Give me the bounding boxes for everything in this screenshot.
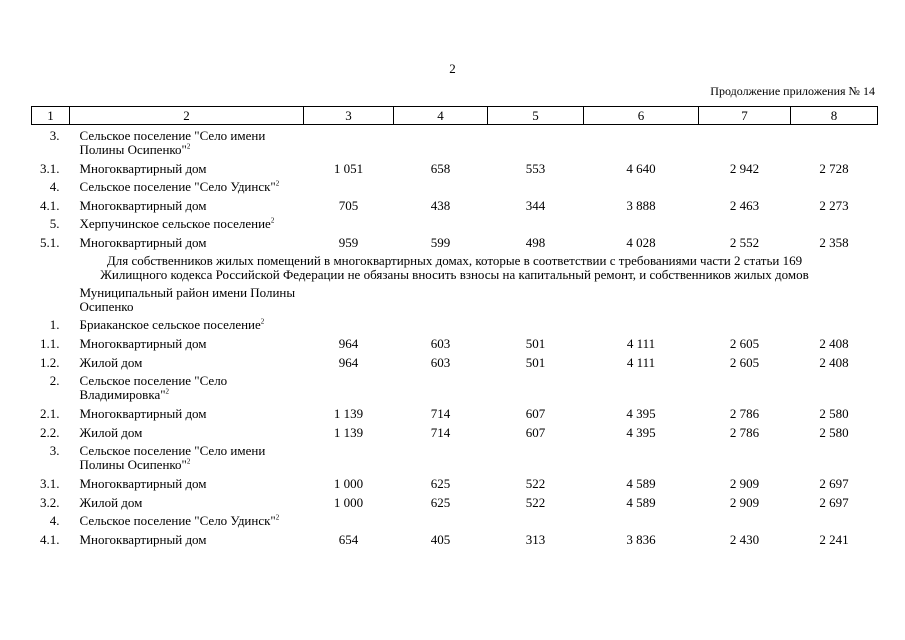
row-name: Жилой дом — [79, 495, 143, 510]
row-number: 3.1. — [40, 161, 60, 176]
group-row — [32, 125, 878, 158]
column-header: 3 — [304, 107, 394, 125]
table-row — [32, 194, 878, 213]
value-cell: 959 — [338, 235, 359, 250]
value-cell: 964 — [338, 336, 359, 351]
value-cell: 599 — [430, 235, 451, 250]
row-name: Бриаканское сельское поселение — [79, 317, 261, 332]
row-name-cell — [70, 125, 304, 158]
note-row — [32, 250, 878, 282]
empty-cell — [304, 440, 878, 472]
row-name-cell — [70, 332, 304, 351]
row-name: Муниципальный район имени Полины Осипенко — [79, 285, 296, 314]
value-cell: 2 273 — [819, 198, 849, 213]
note-line: Жилищного кодекса Российской Федерации не обязаны вносить взносы на капитальный ремонт, и собственников жилых домов — [100, 267, 809, 282]
value-cell: 714 — [430, 406, 451, 421]
row-name: Херпучинское сельское поселение — [79, 216, 271, 231]
value-cell: 2 241 — [819, 532, 849, 547]
column-header: 4 — [394, 107, 488, 125]
value-cell: 2 786 — [729, 406, 760, 421]
value-cell: 964 — [338, 355, 359, 370]
value-cell: 4 589 — [626, 495, 656, 510]
value-cell: 625 — [430, 476, 451, 491]
row-number: 3. — [49, 128, 60, 143]
value-cell: 2 430 — [729, 532, 760, 547]
footnote-mark: 2 — [270, 216, 275, 225]
table-row — [32, 402, 878, 421]
row-name: Многоквартирный дом — [79, 336, 207, 351]
table-row — [32, 528, 878, 547]
row-name-cell — [70, 491, 304, 510]
value-cell: 1 139 — [333, 425, 364, 440]
row-name-cell — [70, 194, 304, 213]
table-row — [32, 421, 878, 440]
row-number: 4.1. — [40, 532, 60, 547]
value-cell: 658 — [430, 161, 451, 176]
empty-cell — [304, 176, 878, 194]
value-cell: 603 — [430, 336, 451, 351]
value-cell: 2 728 — [819, 161, 849, 176]
row-number: 1.2. — [40, 355, 60, 370]
footnote-mark: 2 — [275, 179, 280, 188]
row-number: 3.2. — [40, 495, 60, 510]
row-name-cell — [70, 157, 304, 176]
row-number: 2.1. — [40, 406, 60, 421]
footnote-mark: 2 — [186, 457, 191, 466]
row-name-cell — [70, 370, 304, 402]
value-cell: 2 942 — [729, 161, 760, 176]
row-name-cell — [70, 421, 304, 440]
column-header: 7 — [699, 107, 791, 125]
value-cell: 2 786 — [729, 425, 760, 440]
value-cell: 2 605 — [729, 355, 760, 370]
row-name-cell — [70, 528, 304, 547]
row-name: Жилой дом — [79, 355, 143, 370]
empty-cell — [304, 510, 878, 528]
group-row — [32, 176, 878, 194]
value-cell: 2 552 — [729, 235, 760, 250]
value-cell: 2 697 — [819, 495, 849, 510]
value-cell: 4 395 — [626, 425, 656, 440]
empty-cell — [304, 282, 878, 314]
table-body — [32, 107, 878, 548]
row-number: 1.1. — [40, 336, 60, 351]
value-cell: 1 000 — [333, 495, 364, 510]
row-name-cell — [70, 231, 304, 250]
value-cell: 1 051 — [333, 161, 364, 176]
footnote-mark: 2 — [186, 142, 191, 151]
footnote-mark: 2 — [275, 513, 280, 522]
value-cell: 4 111 — [626, 336, 656, 351]
row-name: Сельское поселение "Село имени Полины Осипенко" — [79, 128, 266, 157]
group-row — [32, 370, 878, 402]
empty-cell — [304, 314, 878, 332]
empty-cell — [304, 213, 878, 231]
value-cell: 607 — [525, 425, 546, 440]
value-cell: 3 836 — [626, 532, 656, 547]
value-cell: 625 — [430, 495, 451, 510]
value-cell: 553 — [525, 161, 546, 176]
value-cell: 714 — [430, 425, 451, 440]
empty-cell — [304, 370, 878, 402]
row-name-cell — [70, 213, 304, 231]
row-name: Сельское поселение "Село Удинск" — [79, 179, 276, 194]
group-row — [32, 510, 878, 528]
value-cell: 4 640 — [626, 161, 656, 176]
column-header: 1 — [32, 107, 70, 125]
row-number: 4. — [49, 513, 60, 528]
row-name: Многоквартирный дом — [79, 161, 207, 176]
value-cell: 603 — [430, 355, 451, 370]
column-header: 6 — [584, 107, 699, 125]
group-row — [32, 314, 878, 332]
value-cell: 2 408 — [819, 355, 849, 370]
value-cell: 522 — [525, 476, 546, 491]
value-cell: 438 — [430, 198, 451, 213]
group-row — [32, 282, 878, 314]
value-cell: 2 697 — [819, 476, 849, 491]
table-row — [32, 231, 878, 250]
value-cell: 2 463 — [729, 198, 760, 213]
value-cell: 607 — [525, 406, 546, 421]
group-row — [32, 213, 878, 231]
row-number: 1. — [49, 317, 60, 332]
row-name-cell — [70, 176, 304, 194]
value-cell: 2 909 — [729, 495, 760, 510]
row-name-cell — [70, 402, 304, 421]
column-header: 2 — [70, 107, 304, 125]
row-name: Многоквартирный дом — [79, 235, 207, 250]
value-cell: 4 395 — [626, 406, 656, 421]
note-text — [32, 250, 878, 282]
row-number: 3. — [49, 443, 60, 458]
table-row — [32, 351, 878, 370]
row-number: 2. — [49, 373, 60, 388]
row-number: 4.1. — [40, 198, 60, 213]
row-number: 3.1. — [40, 476, 60, 491]
value-cell: 2 605 — [729, 336, 760, 351]
value-cell: 4 589 — [626, 476, 656, 491]
value-cell: 313 — [525, 532, 546, 547]
table-row — [32, 472, 878, 491]
tariff-table — [31, 106, 878, 547]
row-name: Многоквартирный дом — [79, 532, 207, 547]
row-name-cell — [70, 282, 304, 314]
value-cell: 2 909 — [729, 476, 760, 491]
value-cell: 2 580 — [819, 425, 849, 440]
table-row — [32, 332, 878, 351]
row-name: Многоквартирный дом — [79, 198, 207, 213]
row-number: 5.1. — [40, 235, 60, 250]
note-line: Для собственников жилых помещений в многоквартирных домах, которые в соответствии с требованиями части 2 статьи 169 — [106, 253, 803, 268]
value-cell: 498 — [525, 235, 546, 250]
column-header: 5 — [488, 107, 584, 125]
empty-cell — [304, 125, 878, 158]
value-cell: 405 — [430, 532, 451, 547]
row-name: Многоквартирный дом — [79, 476, 207, 491]
value-cell: 501 — [525, 355, 546, 370]
row-name-cell — [70, 472, 304, 491]
row-name: Многоквартирный дом — [79, 406, 207, 421]
row-name-cell — [70, 510, 304, 528]
footnote-mark: 2 — [260, 317, 265, 326]
value-cell: 2 580 — [819, 406, 849, 421]
value-cell: 522 — [525, 495, 546, 510]
row-name-cell — [70, 440, 304, 472]
table-row — [32, 491, 878, 510]
value-cell: 2 358 — [819, 235, 849, 250]
value-cell: 1 139 — [333, 406, 364, 421]
page-number: 2 — [449, 61, 456, 76]
row-number: 4. — [49, 179, 60, 194]
continuation-caption: Продолжение приложения № 14 — [710, 84, 875, 98]
value-cell: 1 000 — [333, 476, 364, 491]
value-cell: 4 111 — [626, 355, 656, 370]
value-cell: 2 408 — [819, 336, 849, 351]
column-header: 8 — [791, 107, 878, 125]
row-number: 5. — [49, 216, 60, 231]
value-cell: 4 028 — [626, 235, 656, 250]
value-cell: 654 — [338, 532, 359, 547]
row-name: Сельское поселение "Село Владимировка" — [79, 373, 228, 402]
row-name: Жилой дом — [79, 425, 143, 440]
row-name-cell — [70, 351, 304, 370]
value-cell: 501 — [525, 336, 546, 351]
row-number — [32, 282, 70, 314]
row-number: 2.2. — [40, 425, 60, 440]
table-row — [32, 157, 878, 176]
value-cell: 705 — [338, 198, 359, 213]
group-row — [32, 440, 878, 472]
value-cell: 3 888 — [626, 198, 656, 213]
column-header-row — [32, 107, 878, 125]
row-name-cell — [70, 314, 304, 332]
value-cell: 344 — [525, 198, 546, 213]
footnote-mark: 2 — [165, 387, 170, 396]
row-name: Сельское поселение "Село имени Полины Осипенко" — [79, 443, 266, 472]
row-name: Сельское поселение "Село Удинск" — [79, 513, 276, 528]
